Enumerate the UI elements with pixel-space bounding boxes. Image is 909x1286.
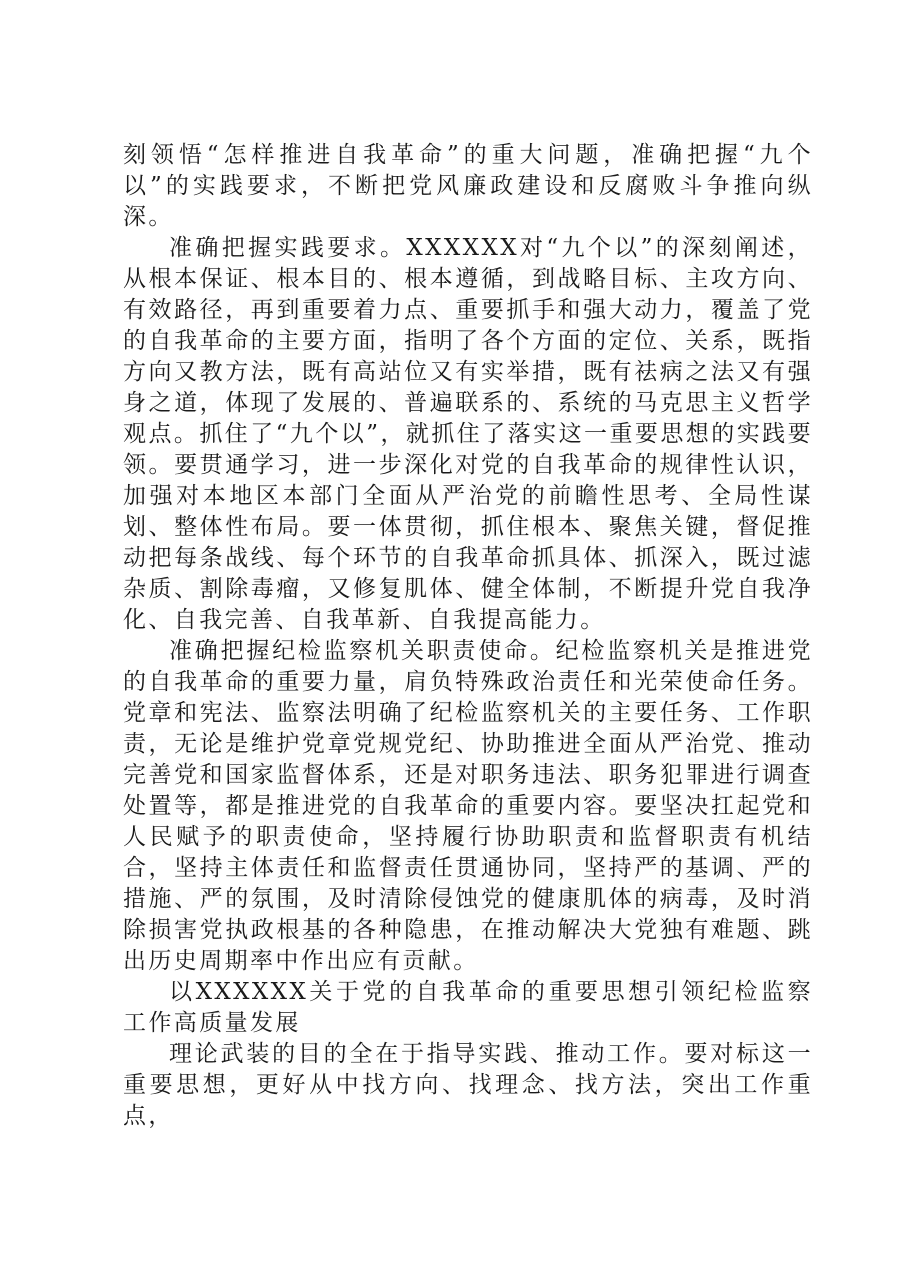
body-paragraph: 理论武装的目的全在于指导实践、推动工作。要对标这一重要思想，更好从中找方向、找理念、找方法，突出工作重点， bbox=[123, 1041, 813, 1129]
section-heading: 以XXXXXX关于党的自我革命的重要思想引领纪检监察工作高质量发展 bbox=[123, 979, 813, 1036]
body-paragraph: 准确把握纪检监察机关职责使命。纪检监察机关是推进党的自我革命的重要力量，肩负特殊政治责任和光荣使命任务。党章和宪法、监察法明确了纪检监察机关的主要任务、工作职责，无论是维护党章党规党纪、协助推进全面从严治党、推动完善党和国家监督体系，还是对职务违法、职务犯罪进行调查处置等，都是推进党的自我革命的重要内容。要坚决扛起党和人民赋予的职责使命，坚持履行协助职责和监督职责有机结合，坚持主体责任和监督责任贯通协同，坚持严的基调、严的措施、严的氛围，及时清除侵蚀党的健康肌体的病毒，及时消除损害党执政根基的各种隐患，在推动解决大党独有难题、跳出历史周期率中作出应有贡献。 bbox=[123, 638, 813, 974]
body-paragraph: 刻领悟“怎样推进自我革命”的重大问题，准确把握“九个以”的实践要求，不断把党风廉政建设和反腐败斗争推向纵深。 bbox=[123, 142, 813, 230]
body-paragraph: 准确把握实践要求。XXXXXX对“九个以”的深刻阐述，从根本保证、根本目的、根本遵循，到战略目标、主攻方向、有效路径，再到重要着力点、重要抓手和强大动力，覆盖了党的自我革命的主要方面，指明了各个方面的定位、关系，既指方向又教方法，既有高站位又有实举措，既有祛病之法又有强身之道，体现了发展的、普遍联系的、系统的马克思主义哲学观点。抓住了“九个以”，就抓住了落实这一重要思想的实践要领。要贯通学习，进一步深化对党的自我革命的规律性认识，加强对本地区本部门全面从严治党的前瞻性思考、全局性谋划、整体性布局。要一体贯彻，抓住根本、聚焦关键，督促推动把每条战线、每个环节的自我革命抓具体、抓深入，既过滤杂质、割除毒瘤，又修复肌体、健全体制，不断提升党自我净化、自我完善、自我革新、自我提高能力。 bbox=[123, 235, 813, 633]
document-body bbox=[123, 140, 813, 1132]
